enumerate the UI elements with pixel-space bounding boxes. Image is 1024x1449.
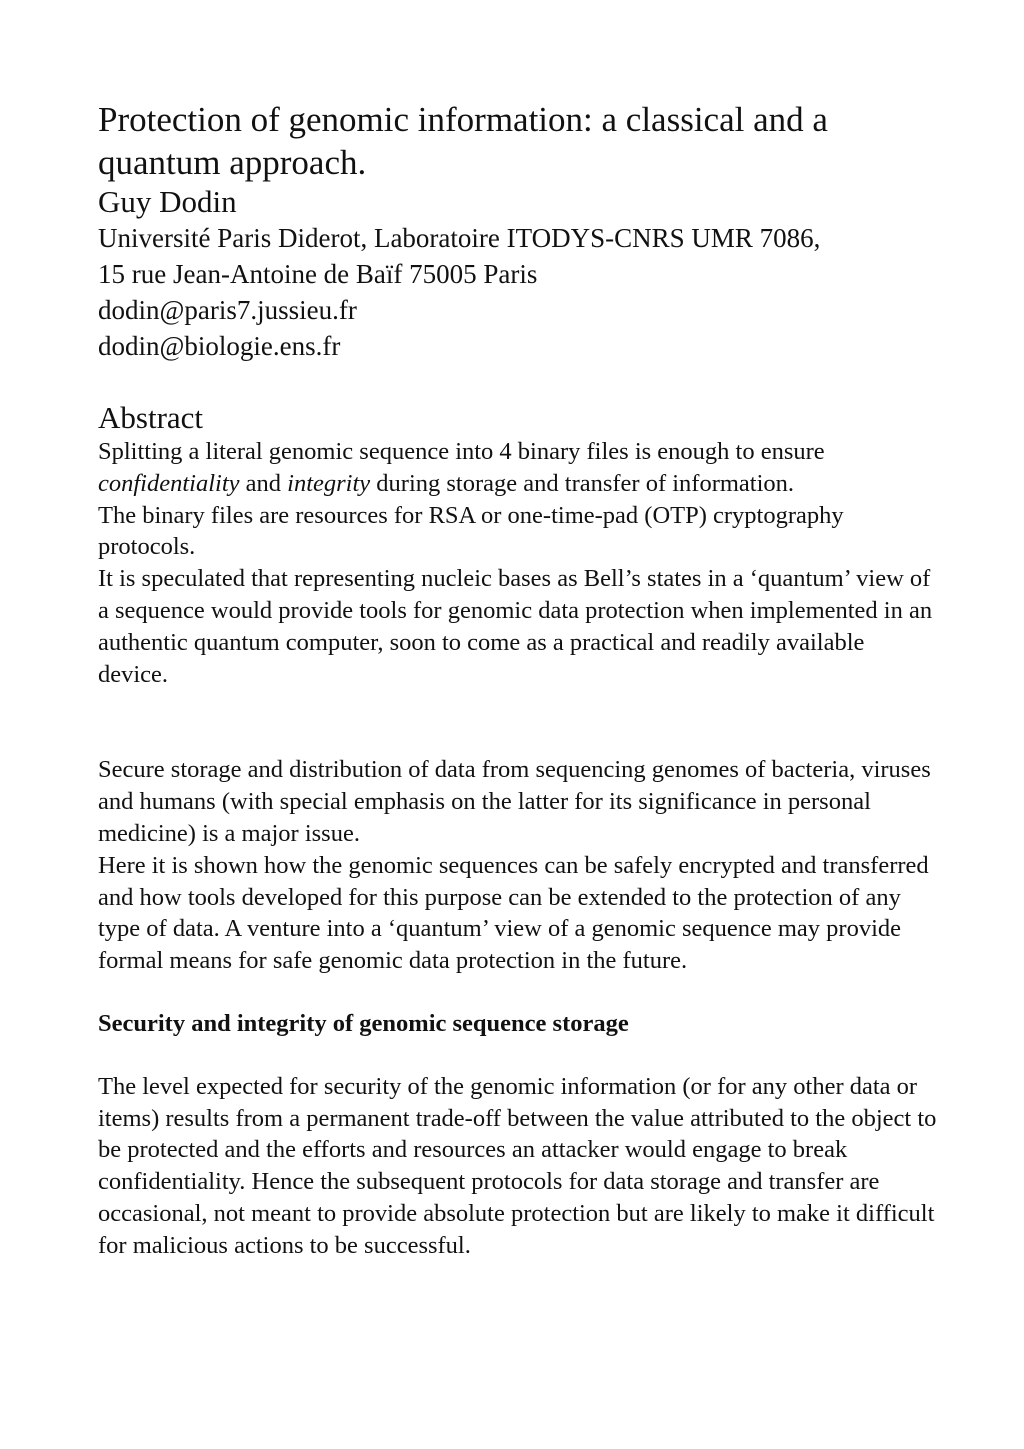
abstract-p1-mid: and xyxy=(239,469,288,497)
paper-page xyxy=(98,98,938,1262)
abstract-paragraph-3: It is speculated that representing nucleic bases as Bell’s states in a ‘quantum’ view of a sequence would provide tools for genomic data protection when implemented in an authentic quantum computer, soon to come as a practical and readily available device. xyxy=(98,565,933,688)
affiliation-line-2: 15 rue Jean-Antoine de Baïf 75005 Paris xyxy=(98,259,538,289)
affiliation-line-1: Université Paris Diderot, Laboratoire ITODYS-CNRS UMR 7086, xyxy=(98,223,821,253)
intro-paragraph-2: Here it is shown how the genomic sequences can be safely encrypted and transferred and how tools developed for this purpose can be extended to the protection of any type of data. A venture into a ‘quantum’ view of a genomic sequence may provide formal means for safe genomic data protection in the future. xyxy=(98,851,929,975)
author-name: Guy Dodin xyxy=(98,184,237,219)
abstract-p1-end: during storage and transfer of information. xyxy=(370,469,795,497)
abstract-paragraph-2: The binary files are resources for RSA or one-time-pad (OTP) cryptography protocols. xyxy=(98,501,844,561)
intro-paragraph-1: Secure storage and distribution of data from sequencing genomes of bacteria, viruses and humans (with special emphasis on the latter for its significance in personal medicine) is a major issue. xyxy=(98,756,931,847)
abstract-paragraph-1 xyxy=(98,436,938,500)
abstract-p1-emphasis-confidentiality: confidentiality xyxy=(98,469,240,497)
section-heading-security: Security and integrity of genomic sequence storage xyxy=(98,1009,629,1037)
section-paragraph-1: The level expected for security of the genomic information (or for any other data or items) results from a permanent trade-off between the value attributed to the object to be protected and the efforts and resources an attacker would engage to break confidentiality. Hence the subsequent protocols for data storage and transfer are occasional, not meant to provide absolute protection but are likely to make it difficult for malicious actions to be successful. xyxy=(98,1072,937,1259)
author-email-2: dodin@biologie.ens.fr xyxy=(98,331,341,361)
author-email-1: dodin@paris7.jussieu.fr xyxy=(98,295,357,325)
abstract-heading: Abstract xyxy=(98,400,204,435)
abstract-p1-start: Splitting a literal genomic sequence into 4 binary files is enough to ensure xyxy=(98,438,825,465)
paper-title: Protection of genomic information: a classical and a quantum approach. xyxy=(98,100,828,182)
abstract-p1-emphasis-integrity: integrity xyxy=(287,469,371,497)
